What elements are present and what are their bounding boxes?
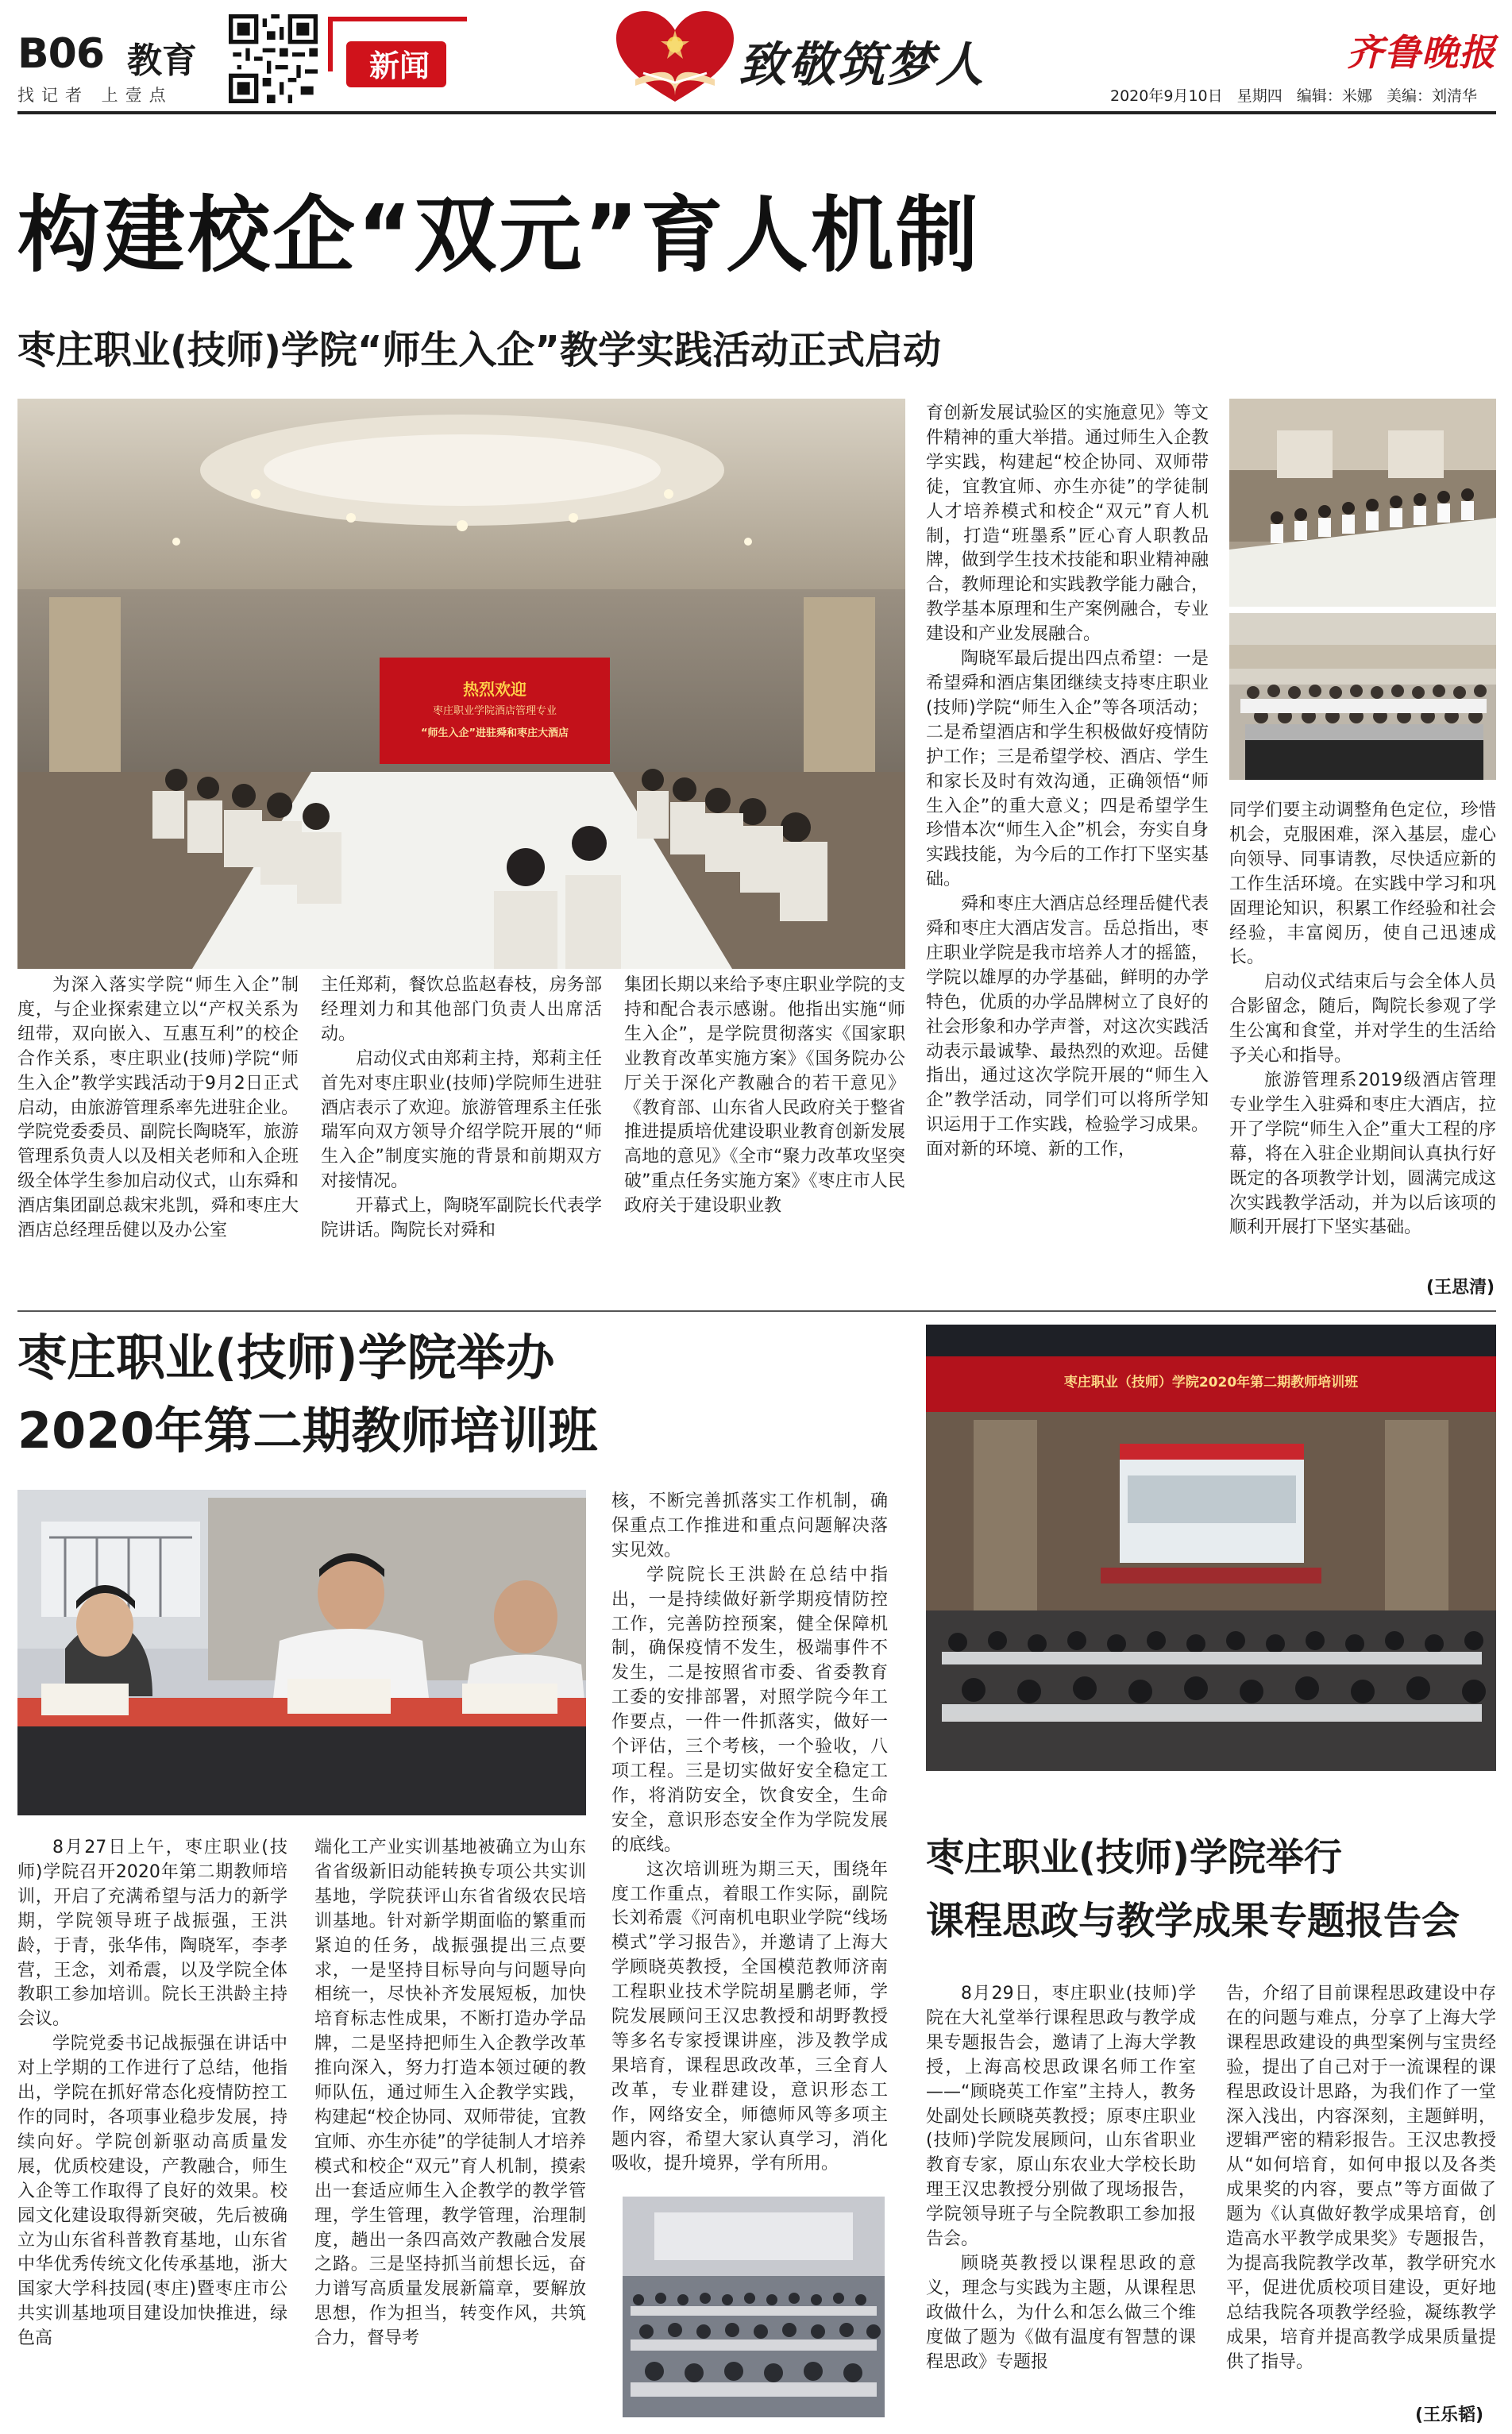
article1-col5 (1229, 799, 1496, 1277)
paragraph: 开幕式上，陶晓军副院长代表学院讲话。陶院长对舜和 (321, 1196, 602, 1241)
banner-line-1: 热烈欢迎 (463, 680, 526, 699)
banner-line-3: “师生入企”进驻舜和枣庄大酒店 (420, 727, 569, 739)
article1-col1 (17, 974, 299, 1301)
article3-byline: (王乐韬) (1415, 2405, 1484, 2425)
paragraph: 主任郑莉，餐饮总监赵春枝，房务部经理刘力和其他部门负责人出席活动。 (321, 975, 602, 1044)
paragraph: 8月29日，枣庄职业(技师)学院在大礼堂举行课程思政与教学成果专题报告会，邀请了上海大学教授，上海高校思政课名师工作室——“顾晓英工作室”主持人，教务处副处长顾晓英教授；原枣庄职业(技师)学院发展顾问，山东省职业教育专家，原山东农业大学校长助理王汉忠教授分别做了现场报告，学院领导班子与全院教职工参加报告会。 (926, 1984, 1196, 2250)
brand-logo: 齐鲁晚报 (1347, 31, 1496, 74)
tagline: 找记者 上壹点 (17, 86, 173, 105)
paragraph: 学院党委书记战振强在讲话中对上学期的工作进行了总结，他指出，学院在抓好常态化疫情防控工作的同时，各项事业稳步发展，持续向好。学院创新驱动高质量发展，优质校建设，产教融合，师生入企等工作取得了良好的效果。校园文化建设取得新突破，先后被确立为山东省科普教育基地，山东省中华优秀传统文化传承基地，浙大国家大学科技园(枣庄)暨枣庄市公共实训基地项目建设加快推进，绿色高 (17, 2034, 287, 2349)
article1-subhead: 枣庄职业(技师)学院“师生入企”教学实践活动正式启动 (17, 328, 941, 372)
qr-code-icon[interactable] (229, 14, 318, 103)
paragraph: 顾晓英教授以课程思政的意义，理念与实践为主题，从课程思政做什么，为什么和怎么做三个维度做了题为《做有温度有智慧的课程思政》专题报 (926, 2253, 1196, 2372)
article2-headline-line2: 2020年第二期教师培训班 (17, 1402, 598, 1460)
paragraph: 舜和枣庄大酒店总经理岳健代表舜和枣庄大酒店发言。岳总指出，枣庄职业学院是我市培养人才的摇篮，学院以雄厚的办学基础，鲜明的办学特色，优质的办学品牌树立了良好的社会形象和办学声誉，对这次实践活动表示最诚挚、最热烈的欢迎。岳健指出，通过这次学院开展的“师生入企”教学活动，同学们可以将所学知识运用于工作实践，检验学习成果。面对新的环境、新的工作， (926, 894, 1209, 1160)
page-number: B06 (17, 30, 104, 78)
meeting-room-photo (17, 399, 905, 969)
article1-col4 (926, 402, 1209, 1301)
section-divider (17, 1310, 1496, 1312)
paragraph: 启动仪式结束后与会全体人员合影留念，随后，陶院长参观了学生公寓和食堂，并对学生的生活给予关心和指导。 (1229, 972, 1496, 1067)
article2-col1 (17, 1836, 287, 2416)
group-photo (1229, 613, 1496, 780)
article1-col3 (624, 974, 905, 1301)
paragraph: 端化工产业实训基地被确立为山东省省级新旧动能转换专项公共实训基地，学院获评山东省省级农民培训基地。针对新学期面临的繁重而紧迫的任务，战振强提出三点要求，一是坚持目标导向与问题导向相统一，尽快补齐发展短板，加快培育标志性成果，不断打造办学品牌，二是坚持把师生入企教学改革推向深入，努力打造本领过硬的教师队伍，通过师生入企教学实践，构建起“校企协同、双师带徒，宜教宜师、亦生亦徒”的学徒制人才培养模式和校企“双元”育人机制，摸索出一套适应师生入企教学的教学管理，学生管理，教学管理，治理制度，趟出一条四高效产教融合发展之路。三是坚持抓当前想长远，奋力谱写高质量发展新篇章，要解放思想，作为担当，转变作风，共筑合力，督导考 (314, 1838, 586, 2349)
meeting-table-photo (1229, 399, 1496, 607)
section-name: 教育 (127, 41, 197, 81)
paragraph: 陶晓军最后提出四点希望：一是希望舜和酒店集团继续支持枣庄职业(技师)学院“师生入企”等各项活动；二是希望酒店和学生积极做好疫情防护工作；三是希望学校、酒店、学生和家长及时有效沟通，正确领悟“师生入企”的重大意义；四是希望学生珍惜本次“师生入企”机会，夯实自身实践技能，为今后的工作打下坚实基础。 (926, 649, 1209, 890)
auditorium-photo (926, 1325, 1496, 1771)
paragraph: 告，介绍了目前课程思政建设中存在的问题与难点，分享了上海大学课程思政建设的典型案例与宝贵经验，提出了自己对于一流课程的课程思政设计思路，为我们作了一堂深入浅出，内容深刻，主题鲜明，逻辑严密的精彩报告。王汉忠教授从“如何培育，如何申报以及各类成果奖的内容，要点”等方面做了题为《认真做好教学成果培育，创造高水平教学成果奖》专题报告，为提高我院教学改革，教学研究水平，促进优质校项目建设，更好地总结我院各项教学经验，凝练教学成果，培育并提高教学成果质量提供了指导。 (1226, 1984, 1496, 2372)
paragraph: 同学们要主动调整角色定位，珍惜机会，克服困难，深入基层，虚心向领导、同事请教，尽快适应新的工作生活环境。在实践中学习和巩固理论知识，积累工作经验和社会经验，丰富阅历，使自己迅速成长。 (1229, 800, 1496, 968)
article1-headline: 构建校企“双元”育人机制 (17, 187, 981, 284)
paragraph: 这次培训班为期三天，围绕年度工作重点，着眼工作实际，副院长刘希震《河南机电职业学院“线场模式”学习报告》，并邀请了上海大学顾晓英教授，全国模范教师济南工程职业技术学院胡星鹏老师，学院发展顾问王汉忠教授和胡野教授等多名专家授课讲座，涉及教学成果培育，课程思政改革，三全育人改革，专业群建设，意识形态工作，网络安全，师德师风等多项主题内容，希望大家认真学习，消化吸收，提升境界，学有所用。 (611, 1859, 888, 2174)
date-line: 2020年9月10日 星期四 编辑：米娜 美编：刘清华 (1110, 87, 1477, 105)
banner-slogan: 致敬筑梦人 (739, 37, 985, 93)
article1-col2 (321, 974, 602, 1301)
masthead (0, 0, 1512, 119)
paragraph: 8月27日上午，枣庄职业(技师)学院召开2020年第二期教师培训，开启了充满希望与活力的新学期，学院领导班子战振强，王洪龄，于青，张华伟，陶晓军，李孝营，王念，刘希震，以及学院全体教职工参加培训。院长王洪龄主持会议。 (17, 1838, 287, 2030)
article3-headline-line1: 枣庄职业(技师)学院举行 (926, 1835, 1342, 1880)
auditorium-banner-text: 枣庄职业（技师）学院2020年第二期教师培训班 (1063, 1375, 1359, 1391)
article3-col1 (926, 1982, 1196, 2417)
article2-headline-line1: 枣庄职业(技师)学院举办 (17, 1329, 555, 1387)
article2-col3 (611, 1490, 888, 2192)
heart-book-emblem-icon (611, 6, 739, 111)
paragraph: 核，不断完善抓落实工作机制，确保重点工作推进和重点问题解决落实见效。 (611, 1491, 888, 1560)
article1-byline: (王思清) (1426, 1278, 1495, 1298)
article3-col2 (1226, 1982, 1496, 2401)
paragraph: 旅游管理系2019级酒店管理专业学生入驻舜和枣庄大酒店，拉开了学院“师生入企”重大工程的序幕，将在入驻企业期间认真执行好既定的各项教学计划，圆满完成这次实践教学活动，并为以后该项的顺利开展打下坚实基础。 (1229, 1070, 1496, 1238)
article2-col2 (314, 1836, 586, 2416)
column-label: 新闻 (368, 48, 430, 83)
paragraph: 育创新发展试验区的实施意见》等文件精神的重大举措。通过师生入企教学实践，构建起“校企协同、双师带徒，宜教宜师、亦生亦徒”的学徒制人才培养模式和校企“双元”育人机制，打造“班墨系”匠心育人职教品牌，做到学生技术技能和职业精神融合，教师理论和实践教学能力融合，教学基本原理和生产案例融合，专业建设和产业发展融合。 (926, 403, 1209, 645)
header-rule (17, 111, 1496, 114)
paragraph: 集团长期以来给予枣庄职业学院的支持和配合表示感谢。他指出实施“师生入企”，是学院贯彻落实《国家职业教育改革实施方案》《国务院办公厅关于深化产教融合的若干意见》《教育部、山东省人民政府关于整省推进提质培优建设职业教育创新发展高地的意见》《全市“聚力改革攻坚突破”重点任务实施方案》《枣庄市人民政府关于建设职业教 (624, 975, 905, 1217)
paragraph: 学院院长王洪龄在总结中指出，一是持续做好新学期疫情防控工作，完善防控预案，健全保障机制，确保疫情不发生，极端事件不发生，二是按照省市委、省委教育工委的安排部署，对照学院今年工作要点，一件一件抓落实，做好一个评估，三个考核，一个验收，八项工程。三是切实做好安全稳定工作，将消防安全，饮食安全，生命安全，意识形态安全作为学院发展的底线。 (611, 1564, 888, 1855)
banner-line-2: 枣庄职业学院酒店管理专业 (432, 705, 557, 717)
article3-headline-line2: 课程思政与教学成果专题报告会 (926, 1899, 1460, 1943)
paragraph: 启动仪式由郑莉主持，郑莉主任首先对枣庄职业(技师)学院师生进驻酒店表示了欢迎。旅游管理系主任张瑞军向双方领导介绍学院开展的“师生入企”制度实施的背景和前期双方对接情况。 (321, 1048, 602, 1192)
audience-photo (623, 2197, 885, 2417)
podium-photo (17, 1490, 586, 1815)
paragraph: 为深入落实学院“师生入企”制度，与企业探索建立以“产权关系为纽带，双向嵌入、互惠互利”的校企合作关系，枣庄职业(技师)学院“师生入企”教学实践活动于9月2日正式启动，由旅游管理系率先进驻企业。学院党委委员、副院长陶晓军，旅游管理系负责人以及相关老师和入企班级全体学生参加启动仪式，山东舜和酒店集团副总裁宋兆凯，舜和枣庄大酒店总经理岳健以及办公室 (17, 975, 299, 1241)
